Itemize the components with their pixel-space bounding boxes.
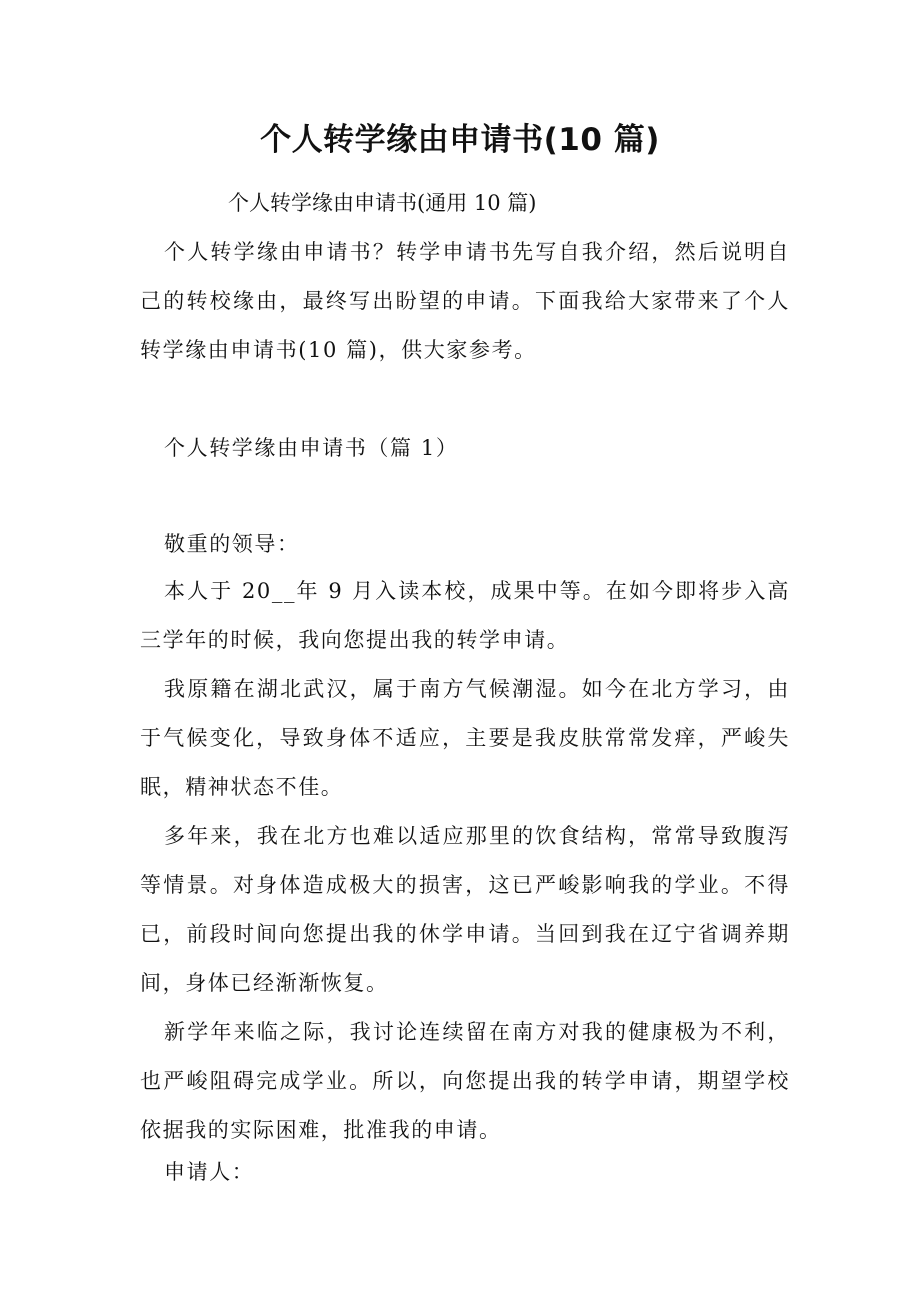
document-subtitle: 个人转学缘由申请书(通用 10 篇) bbox=[228, 191, 537, 215]
section-heading: 个人转学缘由申请书（篇 1） bbox=[164, 436, 459, 460]
body-paragraph-1: 本人于 20__年 9 月入读本校，成果中等。在如今即将步入高三学年的时候，我向您提出我的转学申请。 bbox=[140, 579, 790, 652]
signature-label: 申请人： bbox=[164, 1160, 255, 1184]
intro-block bbox=[140, 228, 790, 375]
salutation: 敬重的领导： bbox=[164, 532, 300, 556]
document-title: 个人转学缘由申请书(10 篇) bbox=[260, 122, 660, 158]
body-paragraph-3: 多年来，我在北方也难以适应那里的饮食结构，常常导致腹泻等情景。对身体造成极大的损害，这已严峻影响我的学业。不得已，前段时间向您提出我的休学申请。当回到我在辽宁省调养期间，身体已经渐渐恢复。 bbox=[140, 824, 790, 995]
body-paragraph-4: 新学年来临之际，我讨论连续留在南方对我的健康极为不利，也严峻阻碍完成学业。所以，向您提出我的转学申请，期望学校依据我的实际困难，批准我的申请。 bbox=[140, 1020, 790, 1142]
body-paragraph-2: 我原籍在湖北武汉，属于南方气候潮湿。如今在北方学习，由于气候变化，导致身体不适应，主要是我皮肤常常发痒，严峻失眠，精神状态不佳。 bbox=[140, 677, 790, 799]
letter-body bbox=[140, 567, 790, 1155]
intro-paragraph: 个人转学缘由申请书？转学申请书先写自我介绍，然后说明自己的转校缘由，最终写出盼望的申请。下面我给大家带来了个人转学缘由申请书(10 篇)，供大家参考。 bbox=[140, 240, 790, 362]
